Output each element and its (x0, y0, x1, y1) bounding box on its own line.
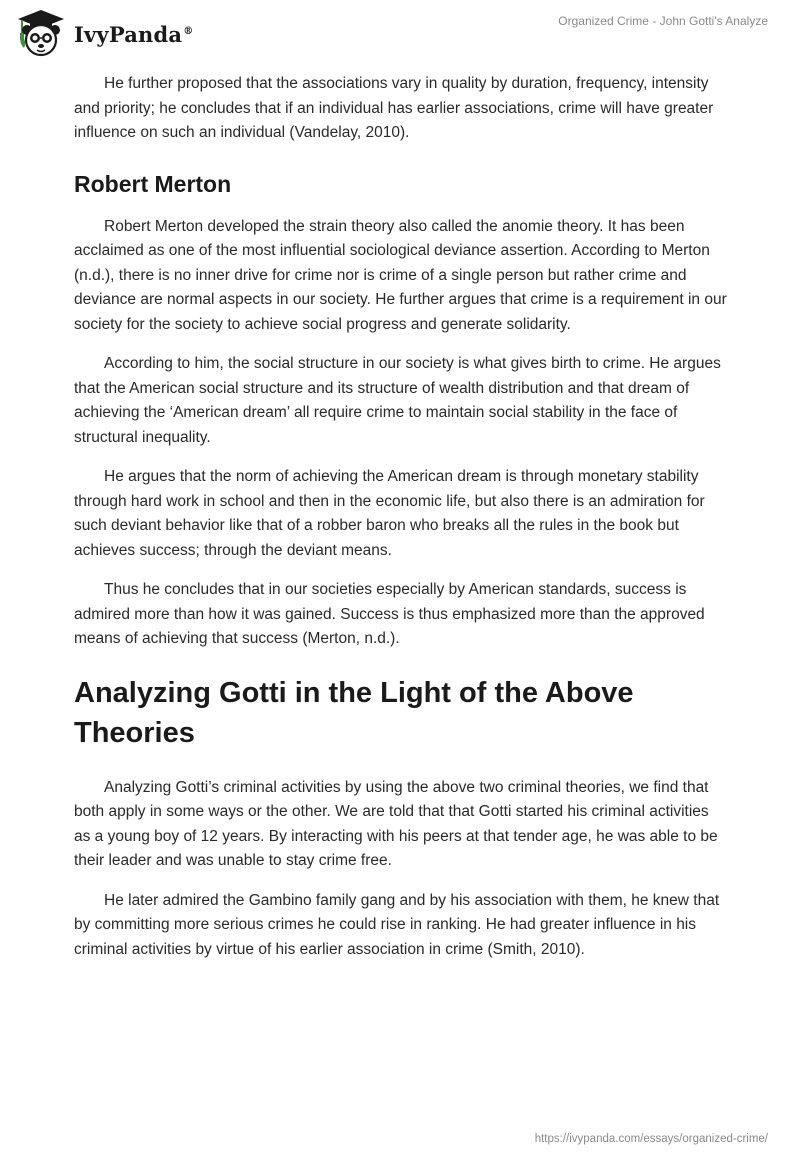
paragraph: Thus he concludes that in our societies especially by American standards, success is admired more than how it was gained. Success is thus emphasized more than the approved means of achieving that success (Merton, n.d.). (74, 581, 705, 647)
paragraph: He argues that the norm of achieving the American dream is through monetary stability through hard work in school and then in the economic life, but also there is an admiration for such deviant behavior like that of a robber baron who breaks all the rules in the book but achieves success; through the deviant means. (74, 468, 705, 559)
source-url[interactable]: https://ivypanda.com/essays/organized-crime/ (534, 1133, 768, 1145)
paragraph: Analyzing Gotti’s criminal activities by using the above two criminal theories, we find that both apply in some ways or the other. We are told that that Gotti started his criminal activities as a young boy of 12 years. By interacting with his peers at that tender age, he was able to be their leader and was unable to stay crime free. (74, 778, 718, 869)
paragraph: According to him, the social structure in our society is what gives birth to crime. He argues that the American social structure and its structure of wealth distribution and that dream of achieving the ‘American dream’ all require crime to maintain social stability in the face of structural inequality. (74, 355, 721, 446)
document-title: Organized Crime - John Gotti's Analyze (558, 14, 768, 28)
paragraph: He later admired the Gambino family gang and by his association with them, he knew that by committing more serious crimes he could rise in ranking. He had greater influence in his criminal activities by virtue of his earlier association in crime (Smith, 2010). (74, 891, 720, 958)
section-heading-analyzing-gotti: Analyzing Gotti in the Light of the Above Theories (74, 676, 634, 749)
ivypanda-logo[interactable] (14, 8, 193, 58)
brand-name: IvyPanda® (74, 21, 194, 47)
page-header (0, 0, 800, 60)
paragraph: Robert Merton developed the strain theory also called the anomie theory. It has been acclaimed as one of the most influential sociological deviance assertion. According to Merton (n.d.), there is no inner drive for crime nor is crime of a single person but rather crime and deviance are normal aspects in our society. He further argues that crime is a requirement in our society for the society to achieve social progress and generate solidarity. (74, 217, 727, 333)
essay-content (74, 72, 728, 977)
section-heading-robert-merton: Robert Merton (74, 170, 232, 197)
paragraph: He further proposed that the associations vary in quality by duration, frequency, intensity and priority; he concludes that if an individual has earlier associations, crime will have greater influence on such an individual (Vandelay, 2010). (74, 75, 714, 141)
panda-graduate-icon (14, 8, 68, 58)
